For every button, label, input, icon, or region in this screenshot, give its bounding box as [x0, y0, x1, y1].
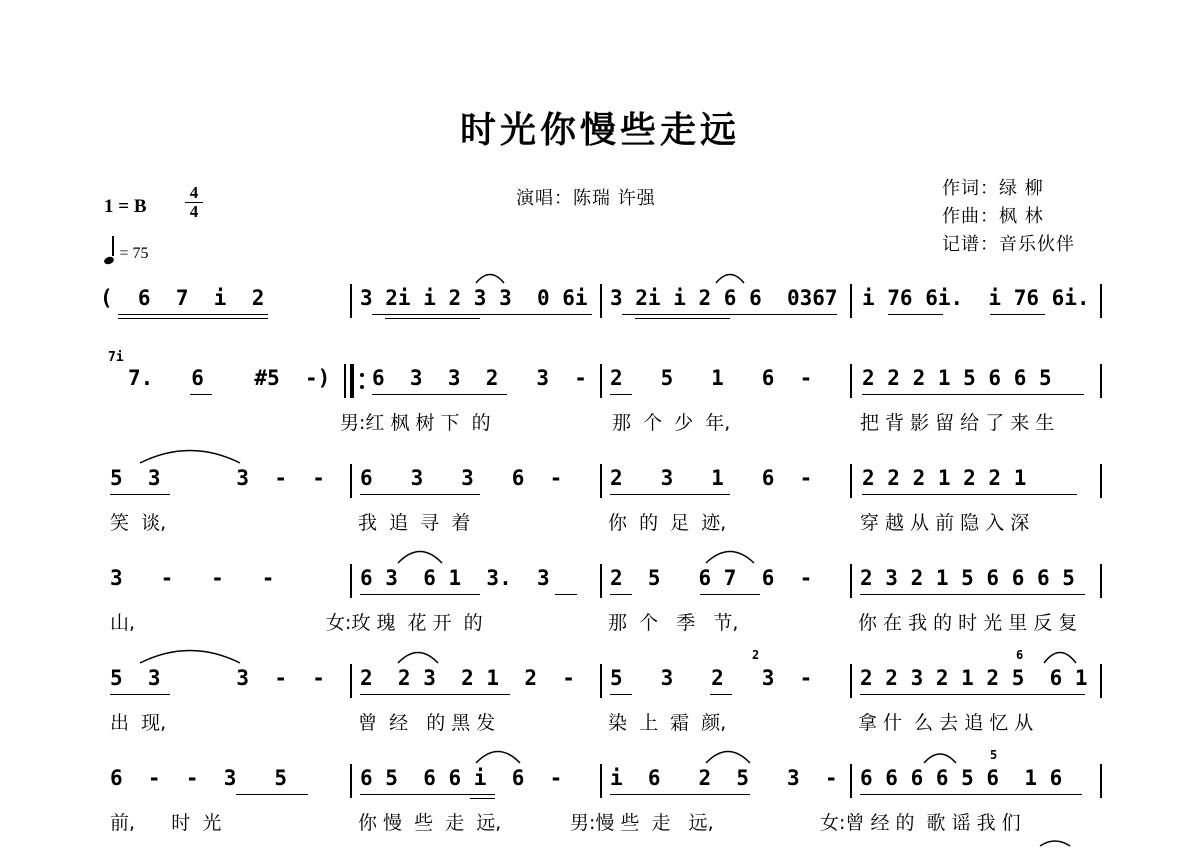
grace-note: 6	[1016, 648, 1024, 662]
measure-notes: 2 2 3 2 1 2 5 6 1	[860, 666, 1088, 690]
slur	[1044, 653, 1076, 664]
underline-beam	[470, 798, 495, 799]
barline	[1100, 764, 1102, 798]
time-signature	[184, 184, 204, 221]
measure-notes: 2 2 3 2 1 2 -	[360, 666, 575, 690]
lyric-line: 拿 什 么 去 追 忆 从	[858, 712, 1034, 734]
measure-notes: 6 3 3 6 -	[360, 466, 563, 490]
measure-notes: 6 3 6 1 3. 3	[360, 566, 550, 590]
barline	[600, 564, 602, 598]
barline	[850, 764, 852, 798]
repeat-dot	[360, 385, 364, 389]
barline	[850, 284, 852, 318]
underline-beam	[236, 794, 308, 795]
lyric-line: 把 背 影 留 给 了 来 生	[860, 412, 1055, 434]
lyric-line: 我 追 寻 着	[358, 512, 471, 534]
staff-row-4	[0, 566, 1200, 636]
slur	[706, 752, 750, 764]
measure-notes: 3 2i i 2 3 3 0 6i	[360, 286, 588, 310]
underline-beam	[862, 494, 1077, 495]
barline	[600, 364, 602, 398]
measure-notes: 3 2i i 2 6 6 0367	[610, 286, 838, 310]
transcriber-credit: 记谱：音乐伙伴	[942, 234, 1075, 255]
barline	[350, 284, 352, 318]
lyric-line: 穿 越 从 前 隐 入 深	[860, 512, 1030, 534]
grace-notes: 7i	[108, 350, 124, 365]
underline-beam	[372, 394, 507, 395]
underline-beam	[862, 394, 1084, 395]
measure-notes: 5 3 3 - -	[110, 466, 325, 490]
barline	[850, 364, 852, 398]
measure-notes: ( 6 7 i 2	[100, 286, 265, 310]
measure-notes: 5 3 3 - -	[110, 666, 325, 690]
barline	[1100, 284, 1102, 318]
key-signature: 1 = B	[104, 196, 147, 217]
underline-beam	[372, 314, 592, 315]
barline	[1100, 364, 1102, 398]
lyric-line: 笑 谈,	[110, 512, 167, 534]
staff-row-6	[0, 748, 1200, 836]
slur	[924, 754, 956, 763]
underline-beam	[555, 594, 577, 595]
barline	[600, 664, 602, 698]
lyric-line: 男:红 枫 树 下 的	[340, 412, 491, 434]
time-signature-top: 4	[189, 183, 199, 202]
barline	[1100, 464, 1102, 498]
underline-beam	[118, 314, 268, 315]
underline-beam	[622, 314, 837, 315]
barline	[1100, 564, 1102, 598]
measure-notes: 6 6 6 6 5 6 1 6	[860, 766, 1063, 790]
composer-credit: 作曲：枫 林	[942, 206, 1044, 227]
slur	[476, 275, 504, 284]
underline-beam	[860, 794, 1082, 795]
lyricist-credit: 作词：绿 柳	[942, 178, 1044, 199]
barline	[1100, 664, 1102, 698]
repeat-dot	[360, 373, 364, 377]
barline	[350, 764, 352, 798]
measure-notes: 5 3 2 3 -	[610, 666, 813, 690]
barline	[850, 564, 852, 598]
measure-notes: 2 3 2 1 5 6 6 6 5	[860, 566, 1075, 590]
slur	[476, 752, 520, 764]
underline-beam	[700, 594, 760, 595]
barline	[600, 284, 602, 318]
underline-beam	[860, 594, 1085, 595]
barline	[600, 464, 602, 498]
song-title: 时光你慢些走远	[459, 110, 740, 151]
repeat-barline	[344, 364, 346, 398]
underline-beam	[610, 494, 730, 495]
staff-row-5	[0, 648, 1200, 736]
quarter-note-icon	[103, 256, 115, 266]
note-stem	[112, 236, 114, 256]
lyric-line: 你 的 足 迹,	[608, 512, 727, 534]
measure-notes: 7. 6 #5 -)	[128, 366, 331, 390]
slur	[1040, 841, 1070, 846]
underline-beam	[990, 314, 1045, 315]
lyric-line: 男:慢 些 走 远,	[570, 812, 714, 834]
underline-beam	[385, 318, 480, 319]
measure-notes: 6 - - 3 5	[110, 766, 288, 790]
slur	[398, 653, 438, 664]
measure-notes: 2 2 2 1 2 2 1	[862, 466, 1027, 490]
lyric-line: 那 个 少 年,	[612, 412, 731, 434]
underline-beam	[610, 394, 632, 395]
measure-notes: 2 3 1 6 -	[610, 466, 813, 490]
slur	[140, 451, 240, 464]
measure-notes: 2 2 2 1 5 6 6 5	[862, 366, 1052, 390]
underline-beam	[360, 594, 480, 595]
measure-notes: i 76 6i. i 76 6i.	[862, 286, 1090, 310]
tempo-marking	[104, 238, 149, 263]
underline-beam	[190, 394, 212, 395]
measure-notes: 2 5 1 6 -	[610, 366, 813, 390]
barline	[350, 564, 352, 598]
underline-beam	[860, 694, 1085, 695]
slur	[140, 651, 240, 664]
staff-row-2	[0, 350, 1200, 436]
measure-notes: 6 5 6 6 i 6 -	[360, 766, 563, 790]
slur	[716, 275, 744, 284]
underline-beam	[360, 494, 480, 495]
underline-beam	[888, 314, 943, 315]
lyric-line: 女:曾 经 的 歌 谣 我 们	[820, 812, 1021, 834]
underline-beam	[635, 318, 730, 319]
lyric-line: 那 个 季 节,	[608, 612, 739, 634]
lyric-line: 你 慢 些 走 远,	[358, 812, 502, 834]
underline-beam	[610, 594, 632, 595]
slur	[706, 552, 754, 564]
lyric-line: 山,	[110, 612, 136, 634]
measure-notes: 6 3 3 2 3 -	[372, 366, 587, 390]
lyric-line: 曾 经 的 黑 发	[358, 712, 496, 734]
underline-beam	[360, 794, 495, 795]
measure-notes: 3 - - -	[110, 566, 275, 590]
lyric-line: 女:玫 瑰 花 开 的	[326, 612, 483, 634]
time-signature-bottom: 4	[189, 202, 199, 221]
underline-beam	[710, 694, 732, 695]
grace-note: 2	[752, 648, 760, 662]
measure-notes: 2 5 6 7 6 -	[610, 566, 813, 590]
lyric-line: 前, 时 光	[110, 812, 222, 834]
lyric-line: 出 现,	[110, 712, 167, 734]
singer-credit: 演唱：陈瑞 许强	[516, 188, 656, 209]
underline-beam	[610, 794, 750, 795]
underline-beam	[360, 694, 510, 695]
staff-row-3	[0, 466, 1200, 536]
staff-row-1	[0, 286, 1200, 326]
underline-beam	[118, 318, 268, 319]
grace-note: 5	[990, 748, 998, 762]
measure-notes: i 6 2 5 3 -	[610, 766, 838, 790]
barline	[350, 464, 352, 498]
underline-beam	[110, 494, 170, 495]
barline	[850, 664, 852, 698]
lyric-line: 染 上 霜 颜,	[608, 712, 727, 734]
repeat-barline-thick	[350, 364, 354, 398]
underline-beam	[110, 694, 170, 695]
barline	[600, 764, 602, 798]
barline	[850, 464, 852, 498]
tempo-value: = 75	[119, 245, 149, 262]
barline	[350, 664, 352, 698]
lyric-line: 你 在 我 的 时 光 里 反 复	[858, 612, 1078, 634]
slur	[398, 552, 442, 564]
underline-beam	[610, 694, 632, 695]
